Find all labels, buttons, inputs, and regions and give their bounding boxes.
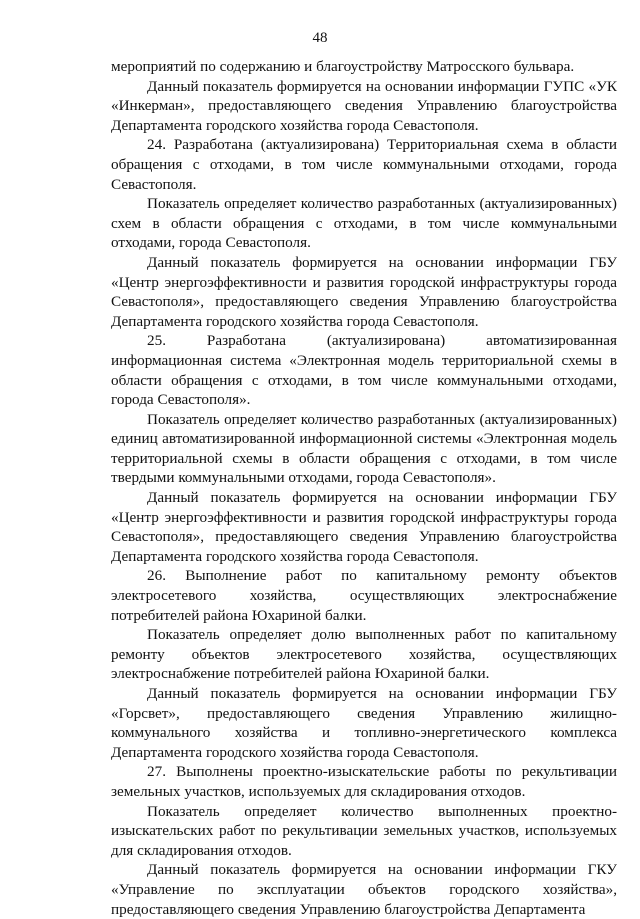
paragraph: Показатель определяет долю выполненных работ по капитальному ремонту объектов электросетевого хозяйства, осуществляющих электроснабжение потребителей района Юхариной балки. [111, 626, 617, 683]
paragraph: Данный показатель формируется на основании информации ГКУ «Управление по эксплуатации объектов городского хозяйства», предоставляющего сведения Управлению благоустройства Департамента [111, 861, 617, 918]
paragraph: Показатель определяет количество разработанных (актуализированных) схем в области обращения с отходами, в том числе коммунальными отходами, города Севастополя. [111, 195, 617, 252]
paragraph-item-24: 24. Разработана (актуализирована) Территориальная схема в области обращения с отходами, в том числе коммунальными отходами, города Севастополя. [111, 136, 617, 193]
document-body [111, 57, 617, 919]
paragraph-item-26: 26. Выполнение работ по капитальному ремонту объектов электросетевого хозяйства, осуществляющих электроснабжение потребителей района Юхариной балки. [111, 567, 617, 624]
paragraph: Показатель определяет количество разработанных (актуализированных) единиц автоматизированной информационной системы «Электронная модель территориальной схемы в области обращения с отходами, в том числе твердыми коммунальными отходами, города Севастополя». [111, 410, 617, 487]
paragraph-item-25: 25. Разработана (актуализирована) автоматизированная информационная система «Электронная модель территориальной схемы в области обращения с отходами, в том числе коммунальными отходами, города Севастополя». [111, 332, 617, 409]
paragraph: Показатель определяет количество выполненных проектно-изыскательских работ по рекультивации земельных участков, используемых для складирования отходов. [111, 802, 617, 859]
paragraph-item-27: 27. Выполнены проектно-изыскательские работы по рекультивации земельных участков, используемых для складирования отходов. [111, 763, 617, 800]
paragraph-continuation: мероприятий по содержанию и благоустройству Матросского бульвара. [111, 58, 575, 75]
paragraph: Данный показатель формируется на основании информации ГУПС «УК «Инкерман», предоставляющего сведения Управлению благоустройства Департамента городского хозяйства города Севастополя. [111, 77, 617, 134]
paragraph: Данный показатель формируется на основании информации ГБУ «Центр энергоэффективности и развития городской инфраструктуры города Севастополя», предоставляющего сведения Управлению благоустройства Департамента городского хозяйства города Севастополя. [111, 253, 617, 330]
page-number: 48 [312, 30, 328, 46]
paragraph: Данный показатель формируется на основании информации ГБУ «Горсвет», предоставляющего сведения Управлению жилищно-коммунального хозяйства и топливно-энергетического комплекса Департамента городского хозяйства города Севастополя. [111, 685, 617, 761]
paragraph: Данный показатель формируется на основании информации ГБУ «Центр энергоэффективности и развития городской инфраструктуры города Севастополя», предоставляющего сведения Управлению благоустройства Департамента городского хозяйства города Севастополя. [111, 489, 617, 565]
